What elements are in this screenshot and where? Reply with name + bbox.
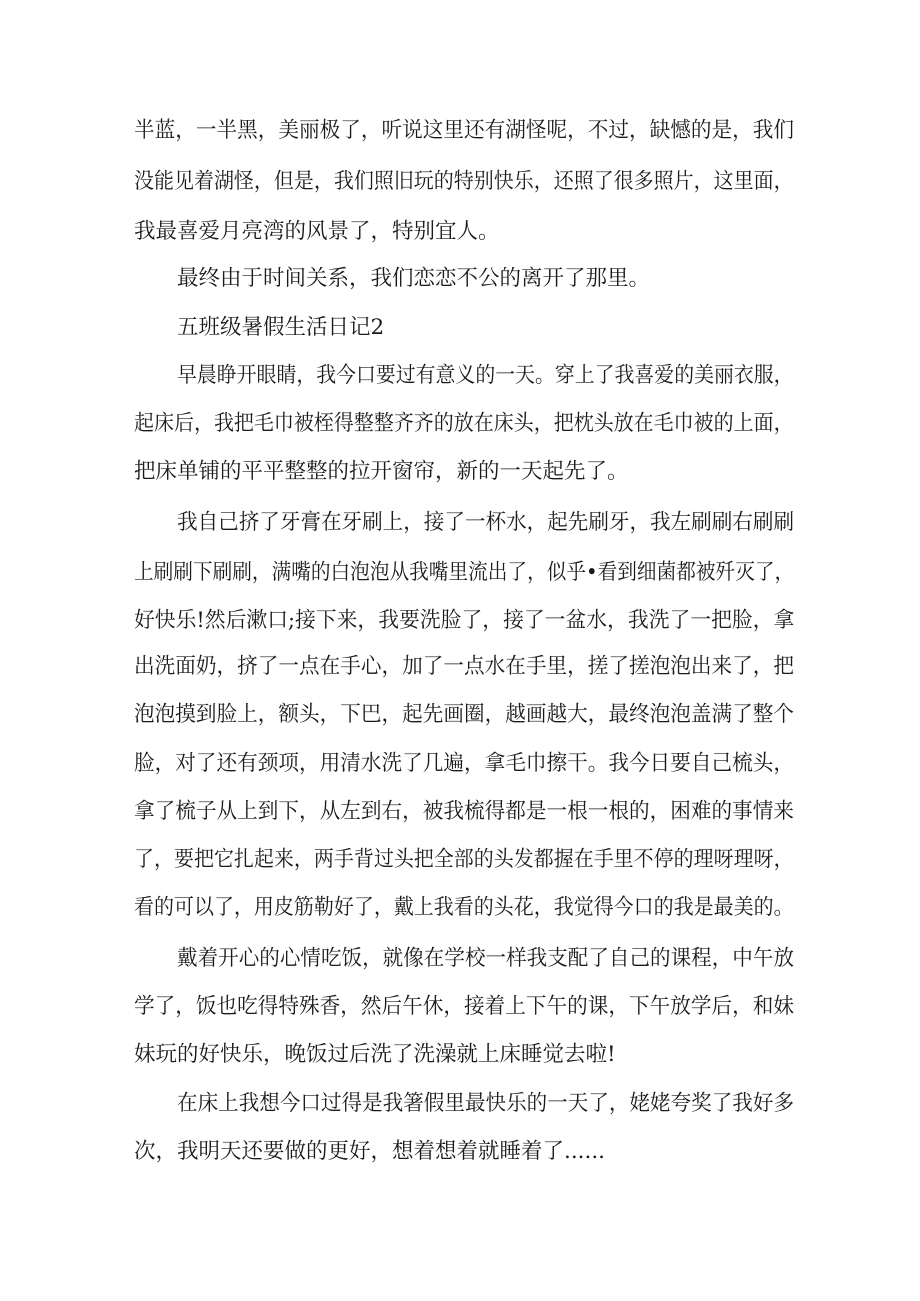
text-line: 妹玩的好快乐，晚饭过后洗了洗澡就上床睡觉去啦! [134,1042,616,1067]
text-line: 脸，对了还有颈项，用清水洗了几遍，拿毛巾擦干。我今日要自己梳头， [134,751,795,776]
text-line: 在床上我想今口过得是我箸假里最快乐的一天了，姥姥夸奖了我好多 [177,1091,795,1116]
text-line: 学了，饭也吃得特殊香，然后午休，接着上下午的课，下午放学后，和妹 [134,994,795,1019]
text-line: 没能见着湖怪，但是，我们照旧玩的特别快乐，还照了很多照片，这里面， [134,169,794,194]
text-line: 好快乐!然后漱口;接下来，我要洗脸了，接了一盆水，我洗了一把脸，拿 [134,608,795,633]
text-line: 半蓝，一半黑，美丽极了，听说这里还有湖怪呢，不过，缺憾的是，我们 [134,118,795,143]
text-line: 上刷刷下刷刷，满嘴的白泡泡从我嘴里流出了，似乎•看到细菌都被歼灭了， [134,560,795,585]
text-line: 最终由于时间关系，我们恋恋不公的离开了那里。 [177,266,651,291]
text-line: 拿了梳子从上到下，从左到右，被我梳得都是一根一根的，困难的事情来 [134,799,795,824]
text-line: 我最喜爱月亮湾的风景了，特别宜人。 [134,219,500,244]
text-line: 了，要把它扎起来，两手背过头把全部的头发都握在手里不停的理呀理呀， [134,847,794,872]
text-line: 次，我明天还要做的更好，想着想着就睡着了...... [134,1139,606,1164]
text-line: 戴着开心的心情吃饭，就像在学校一样我支配了自己的课程，中午放 [177,946,795,971]
text-line: 看的可以了，用皮筋勒好了，戴上我看的头花，我觉得今口的我是最美的。 [134,895,794,920]
text-line: 早晨睁开眼睛，我今口要过有意义的一天。穿上了我喜爱的美丽衣服， [177,363,794,388]
text-line: 把床单铺的平平整整的拉开窗帘，新的一天起先了。 [134,459,629,484]
text-line: 出洗面奶，挤了一点在手心，加了一点水在手里，搓了搓泡泡出来了，把 [134,654,795,679]
text-line: 泡泡摸到脸上，额头，下巴，起先画圈，越画越大，最终泡泡盖满了整个 [134,702,795,727]
text-line: 我自己挤了牙膏在牙刷上，接了一杯水，起先刷牙，我左刷刷右刷刷 [177,510,795,535]
text-line: 起床后，我把毛巾被桎得整整齐齐的放在床头，把枕头放在毛巾被的上面， [134,411,794,436]
section-heading: 五班级暑假生活日记2 [177,315,385,340]
